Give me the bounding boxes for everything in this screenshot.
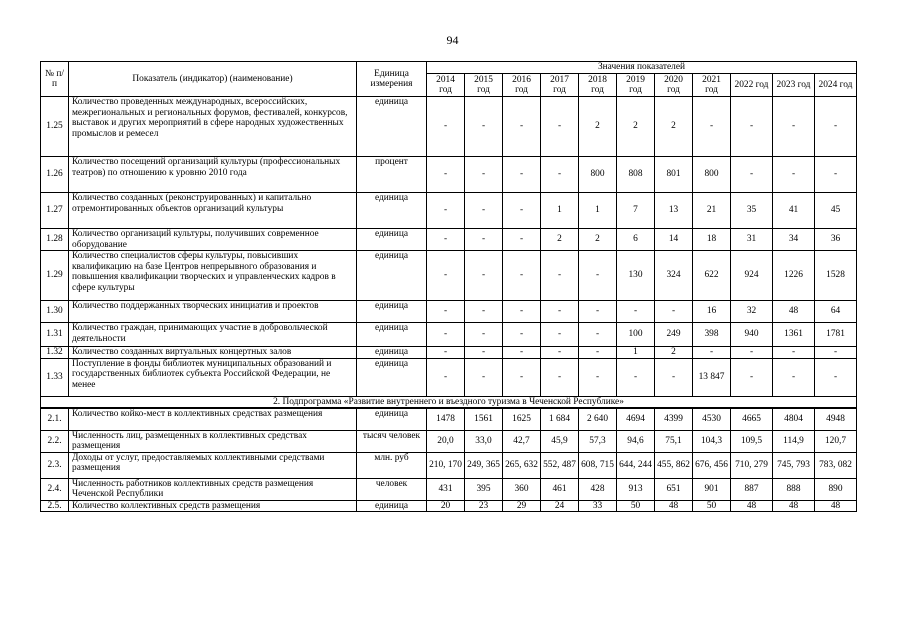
indicator-value: 50	[617, 500, 655, 512]
indicator-value: -	[465, 97, 503, 157]
indicator-value: -	[503, 229, 541, 251]
unit-of-measure: единица	[357, 97, 427, 157]
indicator-value: 644, 244	[617, 452, 655, 478]
indicator-name: Количество поддержанных творческих инициатив и проектов	[69, 301, 357, 323]
indicator-value: -	[541, 323, 579, 347]
indicator-name: Количество койко-мест в коллективных средствах размещения	[69, 408, 357, 430]
indicator-value: 1625	[503, 408, 541, 430]
header-year: 2018 год	[579, 74, 617, 97]
indicator-value: -	[503, 347, 541, 359]
unit-of-measure: единица	[357, 251, 427, 301]
row-number: 2.3.	[41, 452, 69, 478]
section-title: 2. Подпрограмма «Развитие внутреннего и въездного туризма в Чеченской Республике»	[41, 396, 857, 408]
indicator-value: 1 684	[541, 408, 579, 430]
indicator-value: -	[427, 347, 465, 359]
row-number: 1.33	[41, 358, 69, 396]
indicator-value: 1361	[773, 323, 815, 347]
indicator-value: 887	[731, 478, 773, 500]
indicator-value: 2	[655, 97, 693, 157]
table-row	[41, 229, 857, 251]
indicator-value: 104,3	[693, 430, 731, 452]
header-year: 2014 год	[427, 74, 465, 97]
indicator-value: -	[541, 97, 579, 157]
indicator-value: 808	[617, 157, 655, 193]
indicator-value: 41	[773, 193, 815, 229]
indicator-value: -	[465, 347, 503, 359]
indicator-value: 50	[693, 500, 731, 512]
indicator-name: Количество граждан, принимающих участие в добровольческой деятельности	[69, 323, 357, 347]
indicator-value: -	[503, 301, 541, 323]
header-year: 2015 год	[465, 74, 503, 97]
indicator-value: 4530	[693, 408, 731, 430]
indicator-value: 431	[427, 478, 465, 500]
indicator-value: 18	[693, 229, 731, 251]
indicator-value: 4665	[731, 408, 773, 430]
indicator-value: 31	[731, 229, 773, 251]
indicator-value: -	[427, 358, 465, 396]
indicator-value: 608, 715	[579, 452, 617, 478]
indicator-value: 1	[579, 193, 617, 229]
indicator-value: -	[503, 251, 541, 301]
header-year: 2022 год	[731, 74, 773, 97]
indicator-value: -	[465, 251, 503, 301]
indicator-value: -	[617, 301, 655, 323]
indicator-value: 4948	[815, 408, 857, 430]
row-number: 1.29	[41, 251, 69, 301]
unit-of-measure: единица	[357, 229, 427, 251]
indicator-value: -	[427, 97, 465, 157]
indicator-value: 265, 632	[503, 452, 541, 478]
unit-of-measure: единица	[357, 301, 427, 323]
row-number: 1.32	[41, 347, 69, 359]
row-number: 1.27	[41, 193, 69, 229]
indicator-value: -	[579, 251, 617, 301]
unit-of-measure: единица	[357, 500, 427, 512]
indicator-value: -	[427, 251, 465, 301]
indicator-value: -	[579, 347, 617, 359]
indicator-value: -	[465, 358, 503, 396]
indicator-value: 924	[731, 251, 773, 301]
indicator-value: 745, 793	[773, 452, 815, 478]
indicator-name: Количество коллективных средств размещения	[69, 500, 357, 512]
indicator-value: 4399	[655, 408, 693, 430]
indicator-value: -	[503, 97, 541, 157]
indicator-value: 32	[731, 301, 773, 323]
indicator-value: 45	[815, 193, 857, 229]
indicator-value: -	[693, 347, 731, 359]
indicator-value: 1478	[427, 408, 465, 430]
indicator-value: 783, 082	[815, 452, 857, 478]
indicator-value: -	[579, 301, 617, 323]
indicator-value: 6	[617, 229, 655, 251]
unit-of-measure: единица	[357, 358, 427, 396]
table-row	[41, 193, 857, 229]
indicator-value: 2	[617, 97, 655, 157]
table-row	[41, 500, 857, 512]
indicator-value: 800	[693, 157, 731, 193]
header-year: 2020 год	[655, 74, 693, 97]
row-number: 2.1.	[41, 408, 69, 430]
indicator-value: 45,9	[541, 430, 579, 452]
indicator-value: -	[465, 323, 503, 347]
header-indicator: Показатель (индикатор) (наименование)	[69, 62, 357, 97]
indicator-value: 35	[731, 193, 773, 229]
indicator-value: 48	[731, 500, 773, 512]
indicator-value: 4694	[617, 408, 655, 430]
indicator-name: Количество посещений организаций культуры (профессиональных театров) по отношению к уровню 2010 года	[69, 157, 357, 193]
indicator-value: 1	[617, 347, 655, 359]
indicator-name: Численность работников коллективных средств размещения Чеченской Республики	[69, 478, 357, 500]
unit-of-measure: процент	[357, 157, 427, 193]
indicator-value: -	[541, 301, 579, 323]
indicator-value: 2 640	[579, 408, 617, 430]
indicators-table	[40, 61, 857, 512]
unit-of-measure: единица	[357, 347, 427, 359]
indicator-value: -	[503, 358, 541, 396]
indicator-value: 395	[465, 478, 503, 500]
table-row	[41, 452, 857, 478]
indicator-value: -	[579, 323, 617, 347]
header-year: 2021 год	[693, 74, 731, 97]
indicator-value: -	[693, 97, 731, 157]
header-year: 2023 год	[773, 74, 815, 97]
table-row	[41, 301, 857, 323]
indicator-value: 24	[541, 500, 579, 512]
table-row	[41, 97, 857, 157]
indicator-value: -	[541, 157, 579, 193]
indicator-value: -	[427, 323, 465, 347]
indicator-value: 622	[693, 251, 731, 301]
indicator-value: -	[541, 347, 579, 359]
indicator-name: Количество организаций культуры, получивших современное оборудование	[69, 229, 357, 251]
table-row	[41, 157, 857, 193]
header-year: 2016 год	[503, 74, 541, 97]
indicator-value: -	[541, 251, 579, 301]
indicator-value: -	[731, 347, 773, 359]
indicator-value: 130	[617, 251, 655, 301]
indicator-value: 13	[655, 193, 693, 229]
indicator-value: 13 847	[693, 358, 731, 396]
indicator-value: 398	[693, 323, 731, 347]
indicator-value: -	[773, 358, 815, 396]
indicator-name: Количество созданных (реконструированных) и капитально отремонтированных объектов организаций культуры	[69, 193, 357, 229]
indicator-value: 210, 170	[427, 452, 465, 478]
indicator-value: 249	[655, 323, 693, 347]
indicator-value: 64	[815, 301, 857, 323]
indicator-value: 249, 365	[465, 452, 503, 478]
indicator-value: 710, 279	[731, 452, 773, 478]
unit-of-measure: единица	[357, 323, 427, 347]
indicator-name: Численность лиц, размещенных в коллективных средствах размещения	[69, 430, 357, 452]
indicator-value: -	[815, 97, 857, 157]
unit-of-measure: человек	[357, 478, 427, 500]
indicator-value: 23	[465, 500, 503, 512]
indicator-value: -	[427, 193, 465, 229]
header-num: № п/п	[41, 62, 69, 97]
indicator-value: 552, 487	[541, 452, 579, 478]
indicator-value: -	[465, 229, 503, 251]
indicator-value: -	[773, 157, 815, 193]
indicator-value: 801	[655, 157, 693, 193]
indicator-name: Количество проведенных международных, всероссийских, межрегиональных и региональных форумов, фестивалей, конкурсов, выставок и других мероприятий в сфере народных художественных промыслов и ремесел	[69, 97, 357, 157]
indicator-name: Доходы от услуг, предоставляемых коллективными средствами размещения	[69, 452, 357, 478]
indicator-value: 676, 456	[693, 452, 731, 478]
indicator-value: 114,9	[773, 430, 815, 452]
indicator-value: 33,0	[465, 430, 503, 452]
indicator-value: 120,7	[815, 430, 857, 452]
indicator-name: Количество специалистов сферы культуры, повысивших квалификацию на базе Центров непрерывного образования и повышения квалификации творческих и управленческих кадров в сфере культуры	[69, 251, 357, 301]
table-header	[41, 62, 857, 97]
indicator-value: 324	[655, 251, 693, 301]
indicator-value: 34	[773, 229, 815, 251]
table-row	[41, 323, 857, 347]
indicator-value: 455, 862	[655, 452, 693, 478]
indicator-value: 1528	[815, 251, 857, 301]
row-number: 2.4.	[41, 478, 69, 500]
indicator-value: -	[655, 301, 693, 323]
indicator-value: 33	[579, 500, 617, 512]
indicator-value: 20	[427, 500, 465, 512]
page-number: 94	[446, 33, 459, 47]
table-row	[41, 478, 857, 500]
indicator-value: -	[503, 157, 541, 193]
indicator-value: 913	[617, 478, 655, 500]
table-row	[41, 251, 857, 301]
indicator-value: 48	[815, 500, 857, 512]
indicator-value: -	[731, 157, 773, 193]
indicator-value: 48	[773, 500, 815, 512]
indicator-value: -	[503, 323, 541, 347]
indicator-value: 890	[815, 478, 857, 500]
indicator-value: -	[773, 97, 815, 157]
indicator-value: 42,7	[503, 430, 541, 452]
indicator-value: 16	[693, 301, 731, 323]
indicator-value: 2	[541, 229, 579, 251]
indicator-value: -	[465, 301, 503, 323]
row-number: 1.28	[41, 229, 69, 251]
row-number: 1.31	[41, 323, 69, 347]
indicator-value: -	[815, 157, 857, 193]
indicator-value: 4804	[773, 408, 815, 430]
indicator-value: 75,1	[655, 430, 693, 452]
table-row	[41, 408, 857, 430]
indicator-value: -	[503, 193, 541, 229]
indicator-value: 360	[503, 478, 541, 500]
indicator-value: 109,5	[731, 430, 773, 452]
indicator-value: -	[731, 358, 773, 396]
table-row	[41, 430, 857, 452]
indicator-value: -	[541, 358, 579, 396]
unit-of-measure: единица	[357, 408, 427, 430]
header-year: 2017 год	[541, 74, 579, 97]
header-unit: Единица измерения	[357, 62, 427, 97]
indicator-value: 901	[693, 478, 731, 500]
row-number: 1.30	[41, 301, 69, 323]
indicator-value: 1	[541, 193, 579, 229]
indicator-value: 7	[617, 193, 655, 229]
indicator-value: 36	[815, 229, 857, 251]
header-year: 2024 год	[815, 74, 857, 97]
indicator-value: -	[815, 347, 857, 359]
indicator-value: -	[427, 301, 465, 323]
row-number: 2.5.	[41, 500, 69, 512]
indicator-value: 29	[503, 500, 541, 512]
indicator-value: -	[773, 347, 815, 359]
header-year: 2019 год	[617, 74, 655, 97]
table-row	[41, 347, 857, 359]
indicator-value: 428	[579, 478, 617, 500]
indicator-value: 2	[579, 229, 617, 251]
indicator-value: -	[579, 358, 617, 396]
row-number: 1.25	[41, 97, 69, 157]
indicator-value: -	[427, 229, 465, 251]
indicator-value: 461	[541, 478, 579, 500]
indicator-value: 14	[655, 229, 693, 251]
indicator-value: 48	[773, 301, 815, 323]
indicator-value: -	[617, 358, 655, 396]
unit-of-measure: тысяч человек	[357, 430, 427, 452]
header-values-title: Значения показателей	[427, 62, 857, 74]
indicator-value: 57,3	[579, 430, 617, 452]
indicator-value: 20,0	[427, 430, 465, 452]
indicator-name: Поступление в фонды библиотек муниципальных образований и государственных библиотек субъекта Российской Федерации, не менее	[69, 358, 357, 396]
indicator-value: 2	[579, 97, 617, 157]
indicator-value: -	[427, 157, 465, 193]
indicator-value: 100	[617, 323, 655, 347]
unit-of-measure: единица	[357, 193, 427, 229]
row-number: 2.2.	[41, 430, 69, 452]
indicator-value: 48	[655, 500, 693, 512]
indicator-value: 1781	[815, 323, 857, 347]
indicator-value: -	[465, 157, 503, 193]
section-row	[41, 396, 857, 408]
indicator-name: Количество созданных виртуальных концертных залов	[69, 347, 357, 359]
indicator-value: -	[655, 358, 693, 396]
indicator-value: -	[465, 193, 503, 229]
indicator-value: 1561	[465, 408, 503, 430]
indicator-value: 1226	[773, 251, 815, 301]
indicator-value: -	[731, 97, 773, 157]
unit-of-measure: млн. руб	[357, 452, 427, 478]
indicator-value: 21	[693, 193, 731, 229]
indicator-value: 2	[655, 347, 693, 359]
indicator-value: 940	[731, 323, 773, 347]
table-row	[41, 358, 857, 396]
indicator-value: 800	[579, 157, 617, 193]
indicator-value: 94,6	[617, 430, 655, 452]
indicator-value: 888	[773, 478, 815, 500]
indicator-value: -	[815, 358, 857, 396]
row-number: 1.26	[41, 157, 69, 193]
indicator-value: 651	[655, 478, 693, 500]
